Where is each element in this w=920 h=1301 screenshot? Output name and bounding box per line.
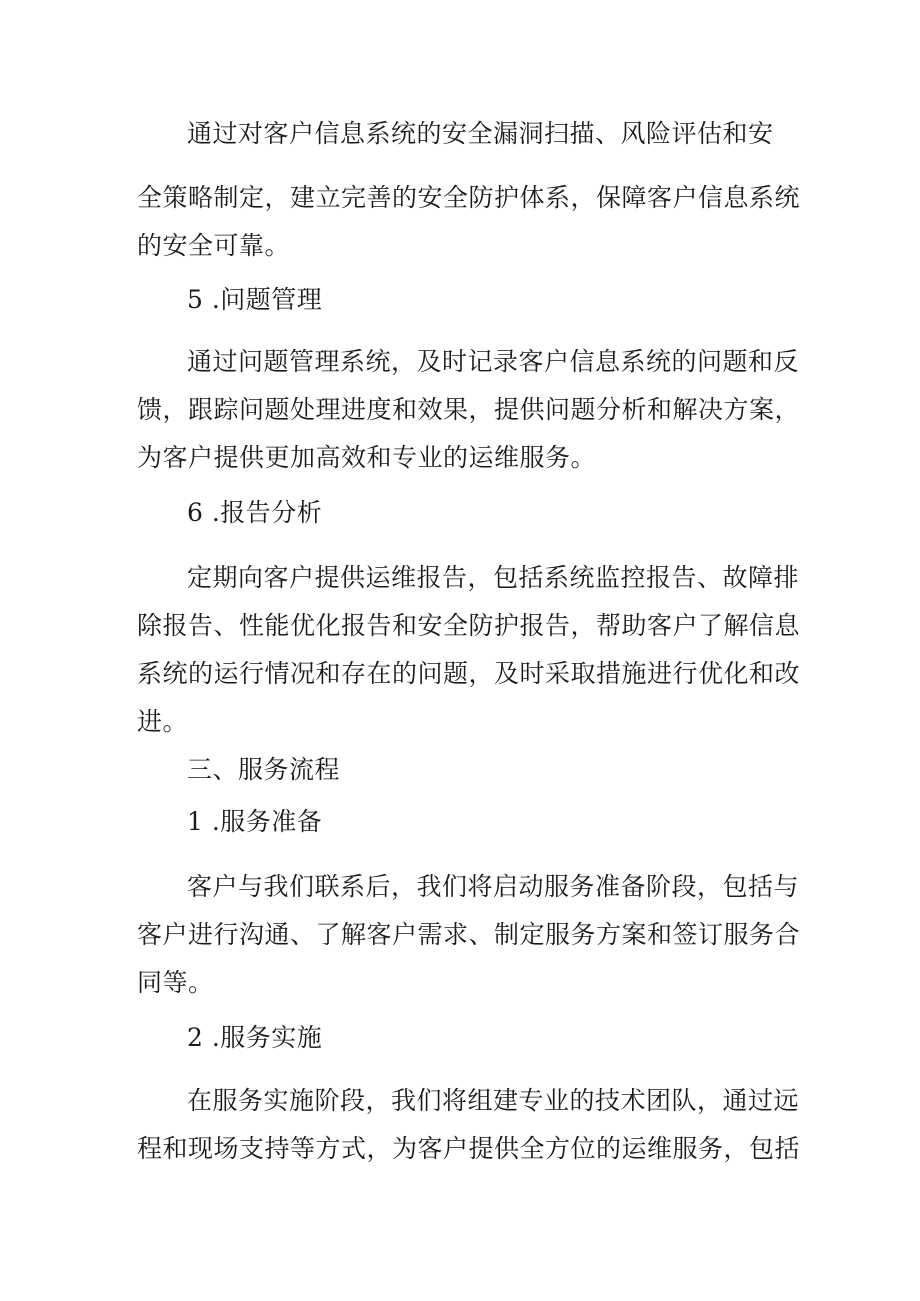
paragraph-line: 程和现场支持等方式，为客户提供全方位的运维服务，包括: [137, 1134, 801, 1163]
paragraph-line: 在服务实施阶段，我们将组建专业的技术团队，通过远: [187, 1086, 800, 1115]
paragraph-line: 客户与我们联系后，我们将启动服务准备阶段，包括与: [187, 872, 800, 901]
paragraph-line: 同等。: [137, 968, 214, 997]
paragraph-line: 为客户提供更加高效和专业的运维服务。: [137, 443, 597, 472]
paragraph-line: 除报告、性能优化报告和安全防护报告，帮助客户了解信息: [137, 611, 801, 640]
chapter-heading: 三、服务流程: [187, 755, 341, 784]
paragraph-line: 通过问题管理系统，及时记录客户信息系统的问题和反: [187, 347, 800, 376]
section-heading: 6 .报告分析: [187, 498, 323, 527]
paragraph-line: 通过对客户信息系统的安全漏洞扫描、风险评估和安: [187, 119, 774, 148]
paragraph-line: 系统的运行情况和存在的问题，及时采取措施进行优化和改: [137, 659, 801, 688]
section-heading: 5 .问题管理: [187, 285, 323, 314]
paragraph-line: 客户进行沟通、了解客户需求、制定服务方案和签订服务合: [137, 920, 801, 949]
paragraph-line: 全策略制定，建立完善的安全防护体系，保障客户信息系统: [137, 183, 801, 212]
paragraph-line: 馈，跟踪问题处理进度和效果，提供问题分析和解决方案，: [137, 395, 801, 424]
section-heading: 1 .服务准备: [187, 807, 323, 836]
paragraph-line: 进。: [137, 707, 189, 736]
paragraph-line: 定期向客户提供运维报告，包括系统监控报告、故障排: [187, 563, 800, 592]
paragraph-line: 的安全可靠。: [137, 231, 291, 260]
section-heading: 2 .服务实施: [187, 1023, 323, 1052]
